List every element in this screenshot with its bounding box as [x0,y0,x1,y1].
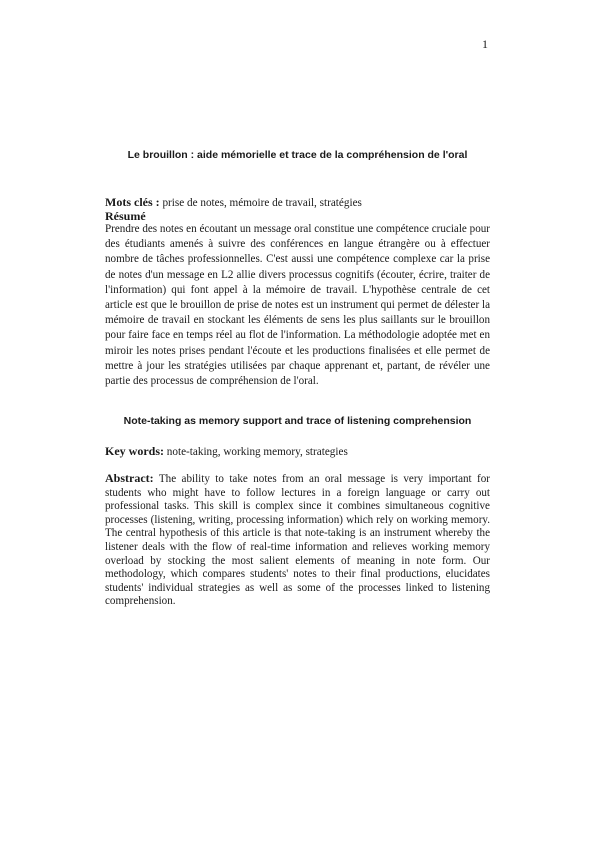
french-keywords [105,196,490,211]
resume-body: Prendre des notes en écoutant un message oral constitue une compétence cruciale pour des étudiants amenés à suivre des conférences en langue étrangère ou à effectuer nombre de tâches professionnelles. C'est aussi une compétence complexe car la prise de notes d'un message en L2 allie divers processus cognitifs (écouter, écrire, traiter de l'information) qui font appel à la mémoire de travail. L'hypothèse centrale de cet article est que le brouillon de prise de notes est un instrument qui permet de délester la mémoire de travail en stockant les éléments de sens les plus saillants sur le brouillon pour faire face en temps réel au flot de l'information. La méthodologie adoptée met en miroir les notes prises pendant l'écoute et les productions finalisées et elle permet de mettre à jour les stratégies utilisées par chaque apprenant et, partant, de révéler une partie des processus de compréhension de l'oral. [105,223,490,388]
french-title: Le brouillon : aide mémorielle et trace de la compréhension de l'oral [127,149,468,161]
english-title: Note-taking as memory support and trace of listening comprehension [123,415,472,427]
resume-heading: Résumé [105,209,146,223]
abstract-body: The ability to take notes from an oral message is very important for students who might have to follow lectures in a foreign language or carry out professional tasks. This skill is complex since it combines simultaneous cognitive processes (listening, writing, processing information) which rely on working memory. The central hypothesis of this article is that note-taking is an instrument whereby the listener deals with the flow of real-time information and relieves working memory overload by stocking the most salient elements of meaning in note form. Our methodology, which compares students' notes to their final productions, elucidates students' individual strategies as well as some of the processes linked to listening comprehension. [105,473,490,608]
english-keywords-label: Key words: [105,444,164,458]
abstract [105,472,490,609]
abstract-label: Abstract: [105,471,154,485]
french-keywords-text: prise de notes, mémoire de travail, stratégies [162,197,362,209]
french-keywords-label: Mots clés : [105,195,160,209]
page-number: 1 [482,37,488,51]
english-keywords [105,444,490,459]
english-keywords-text: note-taking, working memory, strategies [166,446,348,458]
